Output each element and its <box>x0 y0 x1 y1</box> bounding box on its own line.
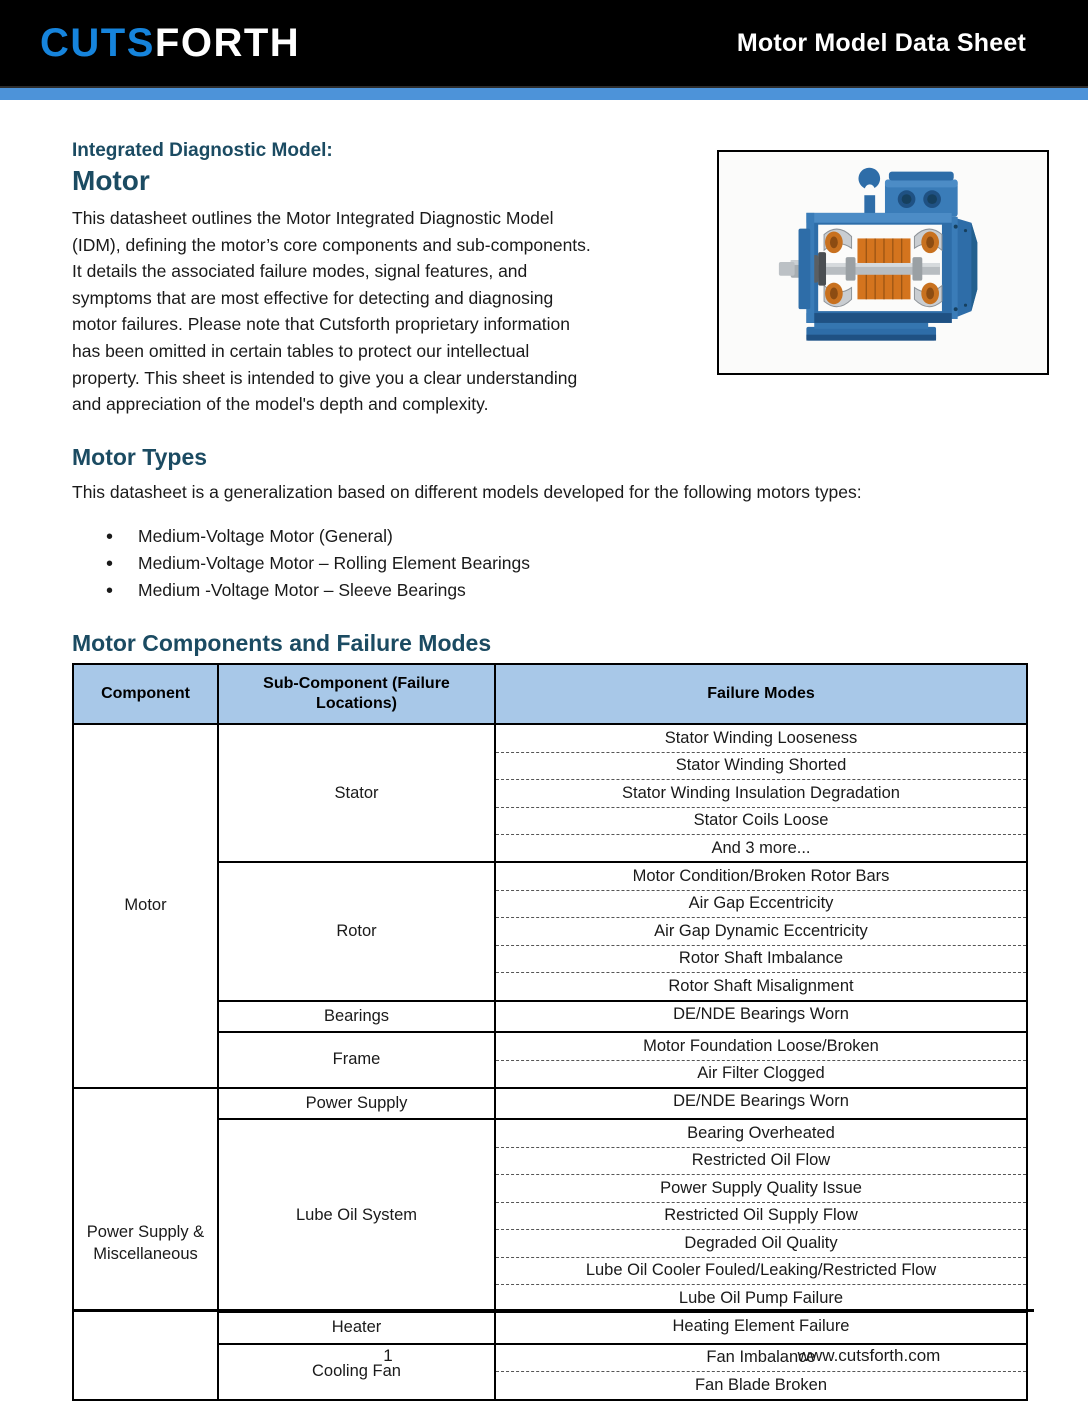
section-heading-motor-types: Motor Types <box>72 443 208 470</box>
motor-cutaway-figure <box>717 150 1049 375</box>
failure-mode-item: And 3 more... <box>711 838 811 857</box>
failure-mode-item: Power Supply Quality Issue <box>496 1175 1026 1202</box>
failure-mode-item: Restricted Oil Flow <box>496 1148 1026 1175</box>
subcomponent-cell: Stator <box>218 724 495 862</box>
failure-mode-item: Air Gap Eccentricity <box>496 891 1026 918</box>
list-item: • Medium-Voltage Motor – Rolling Element Bearings <box>106 551 1026 576</box>
intro-paragraph: This datasheet outlines the Motor Integrated Diagnostic Model (IDM), defining the motor’s core components and sub-components. It details the associated failure modes, signal features, and symptoms that are most effective for detecting and diagnosing motor failures. Please note that Cutsforth proprietary information has been omitted in certain tables to protect our intellectual property. This sheet is intended to give you a clear understanding and appreciation of the model's depth and complexity. <box>72 207 591 415</box>
subcomponent-cell: Cooling Fan <box>218 1344 495 1400</box>
motor-types-list <box>72 524 1026 604</box>
failure-mode-item: Rotor Shaft Imbalance <box>496 946 1026 973</box>
component-cell: Motor <box>73 724 218 1088</box>
logo-text-primary: CUTS <box>40 21 155 65</box>
failure-modes-list <box>496 1120 1026 1311</box>
failure-mode-item: DE/NDE Bearings Worn <box>673 1092 849 1111</box>
list-item: • Medium-Voltage Motor (General) <box>106 524 1026 549</box>
cutsforth-logo <box>40 23 300 63</box>
failure-mode-item: Rotor Shaft Misalignment <box>668 976 854 995</box>
failure-mode-item: DE/NDE Bearings Worn <box>673 1005 849 1024</box>
section-heading-components: Motor Components and Failure Modes <box>72 629 492 656</box>
table-row <box>73 724 1027 862</box>
failure-mode-item: Bearing Overheated <box>496 1120 1026 1147</box>
column-header-component: Component <box>73 664 218 724</box>
failure-mode-item: Lube Oil Pump Failure <box>678 1288 844 1307</box>
failure-mode-item: Degraded Oil Quality <box>496 1230 1026 1257</box>
header-accent-bar <box>0 86 1088 100</box>
failure-mode-item: Motor Foundation Loose/Broken <box>496 1033 1026 1060</box>
subcomponent-cell: Rotor <box>218 862 495 1000</box>
header-title: Motor Model Data Sheet <box>736 28 1026 57</box>
failure-mode-item: Stator Winding Insulation Degradation <box>496 780 1026 807</box>
list-item: • Medium -Voltage Motor – Sleeve Bearings <box>106 578 1026 603</box>
motor-components-failure-modes-table <box>72 663 1028 1401</box>
failure-modes-cell <box>495 724 1027 862</box>
failure-mode-item: Heating Element Failure <box>672 1316 850 1335</box>
failure-modes-cell <box>495 1032 1027 1088</box>
page-title: Motor <box>72 164 150 196</box>
intro-section <box>72 100 1026 418</box>
failure-mode-item: Air Gap Dynamic Eccentricity <box>496 918 1026 945</box>
table-body <box>73 724 1027 1400</box>
table-header-row <box>73 664 1027 724</box>
failure-modes-cell <box>495 1088 1027 1119</box>
subcomponent-cell: Power Supply <box>218 1088 495 1119</box>
table-row <box>73 1088 1027 1119</box>
failure-mode-item: Stator Winding Looseness <box>496 725 1026 752</box>
failure-modes-list <box>496 863 1026 999</box>
failure-mode-item: Fan Imbalance <box>496 1345 1026 1372</box>
failure-mode-item: Lube Oil Cooler Fouled/Leaking/Restricted Flow <box>496 1258 1026 1285</box>
failure-mode-item: Stator Winding Shorted <box>496 753 1026 780</box>
footer-row <box>72 1346 1034 1408</box>
footer-divider <box>72 1309 1034 1312</box>
failure-mode-item: Fan Blade Broken <box>694 1375 828 1394</box>
components-table-section <box>72 630 1026 658</box>
page-footer <box>0 1309 1088 1408</box>
motor-types-lead: This datasheet is a generalization based on different models developed for the following motors types: <box>72 482 862 503</box>
failure-mode-item: Restricted Oil Supply Flow <box>496 1203 1026 1230</box>
failure-modes-cell <box>495 1119 1027 1312</box>
failure-modes-list <box>496 1033 1026 1087</box>
subcomponent-cell: Frame <box>218 1032 495 1088</box>
subcomponent-cell: Lube Oil System <box>218 1119 495 1312</box>
failure-modes-cell <box>495 1001 1027 1032</box>
failure-mode-item: Stator Coils Loose <box>496 808 1026 835</box>
failure-modes-cell <box>495 862 1027 1000</box>
page-content <box>0 100 1088 1401</box>
page-header <box>0 0 1088 86</box>
failure-modes-list <box>496 1089 1026 1115</box>
page-number: 1 <box>383 1346 393 1365</box>
failure-modes-list <box>496 725 1026 861</box>
failure-mode-item: Air Filter Clogged <box>697 1064 825 1083</box>
subcomponent-cell: Heater <box>218 1312 495 1343</box>
failure-mode-item: Motor Condition/Broken Rotor Bars <box>496 863 1026 890</box>
table-header <box>73 664 1027 724</box>
logo-text-secondary: FORTH <box>154 21 301 65</box>
failure-modes-list <box>496 1002 1026 1028</box>
column-header-failure-modes: Failure Modes <box>495 664 1027 724</box>
column-header-subcomponent: Sub-Component (Failure Locations) <box>218 664 495 724</box>
motor-cutaway-illustration <box>719 152 1047 373</box>
intro-eyebrow: Integrated Diagnostic Model: <box>72 140 333 161</box>
component-cell: Power Supply & Miscellaneous <box>73 1088 218 1400</box>
subcomponent-cell: Bearings <box>218 1001 495 1032</box>
footer-website-url[interactable]: www.cutsforth.com <box>797 1346 941 1365</box>
